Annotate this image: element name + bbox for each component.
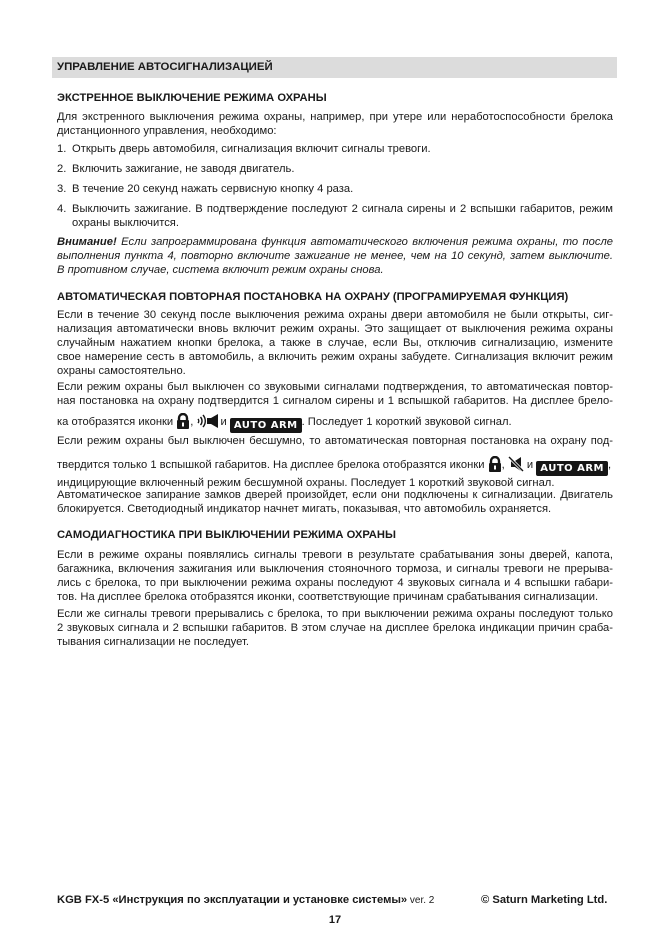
list-item-step-4 <box>57 203 613 231</box>
list-text: охраны выключится. <box>72 216 179 229</box>
text-line: багажника, включения зажигания или выключения стояночного тормоза, и сигналы тревоги не прерыва- <box>57 562 613 575</box>
text-line: 2 звуковых сигнала и 2 вспышки габаритов. В этом случае на дисплее брелока индикации причин сраба- <box>57 621 613 634</box>
text-line: нализация автоматически вновь включит режим охраны. Это защищает от выключения режима охраны <box>57 322 613 335</box>
s2-paragraph-2 <box>57 381 613 409</box>
text-line: тов. На дисплее брелока отобразятся иконки, соответствующие причинам срабатывания сигнализации. <box>57 590 599 603</box>
list-number: 3. <box>57 183 67 195</box>
text-segment: . Последует 1 короткий звуковой сигнал. <box>301 416 512 428</box>
text-line: Если же сигналы тревоги прерывались с брелока, то при выключении режима охраны последуют только <box>57 608 613 620</box>
text-line: Если в течение 30 секунд после выключения режима охраны двери автомобиля не были открыты, сиг- <box>57 309 613 321</box>
text-line: В противном случае, система включит режим охраны снова. <box>57 263 384 276</box>
s2-paragraph-1 <box>57 309 613 379</box>
text-line: лись с брелока, то при выключении режима охраны последуют 4 звуковых сигнала и 4 вспышки габари- <box>57 576 613 589</box>
list-number: 2. <box>57 163 67 175</box>
text-line: Для экстренного выключения режима охраны, например, при утере или неработоспособности брелока <box>57 111 613 123</box>
list-item-step-1 <box>57 143 613 157</box>
text-segment: , <box>501 459 508 471</box>
auto-arm-icon: AUTO ARM <box>230 418 302 433</box>
text-line: тывания сигнализации не последует. <box>57 635 249 648</box>
footer-copyright: © Saturn Marketing Ltd. <box>481 894 608 906</box>
text-line: индицирующие включенный режим бесшумной охраны. Последует 1 короткий звуковой сигнал. <box>57 476 555 489</box>
text-line: Если в режиме охраны появлялись сигналы тревоги в результате срабатывания зоны дверей, капота, <box>57 549 613 561</box>
s2-paragraph-4 <box>57 489 613 517</box>
text-line: ная постановка на охрану подтвердится 1 сигналом сирены и 1 вспышкой габаритов. На дисплее брело- <box>57 394 613 407</box>
text-segment: , <box>190 416 197 428</box>
lock-icon <box>176 413 190 434</box>
list-item-step-2 <box>57 163 613 177</box>
s1-intro-paragraph <box>57 111 613 139</box>
footer-title <box>57 893 434 908</box>
list-number: 4. <box>57 203 67 215</box>
lock-icon <box>488 456 502 477</box>
text-line: охраны самостоятельно. <box>57 364 186 377</box>
auto-arm-icon: AUTO ARM <box>536 461 608 476</box>
text-line: Если режим охраны был выключен бесшумно, то автоматическая повторная постановка на охрану под- <box>57 435 613 447</box>
attention-note <box>57 236 613 278</box>
heading-self-diagnostics: САМОДИАГНОСТИКА ПРИ ВЫКЛЮЧЕНИИ РЕЖИМА ОХРАНЫ <box>57 529 396 541</box>
note-label: Внимание! <box>57 236 117 248</box>
text-line: свое намерение сесть в автомобиль, а включить режим охраны забудете. Сигнализация включит режим <box>57 350 613 363</box>
text-line: дистанционного управления, необходимо: <box>57 124 277 137</box>
list-text: Выключить зажигание. В подтверждение последуют 2 сигнала сирены и 2 вспышки габаритов, режим <box>72 203 613 215</box>
text-segment: , <box>608 459 612 471</box>
footer-version: ver. 2 <box>407 895 435 906</box>
list-text: Открыть дверь автомобиля, сигнализация включит сигналы тревоги. <box>72 143 431 155</box>
s3-paragraph-2 <box>57 608 613 650</box>
s2-paragraph-3-icons-line <box>57 456 613 491</box>
heading-emergency-disarm: ЭКСТРЕННОЕ ВЫКЛЮЧЕНИЕ РЕЖИМА ОХРАНЫ <box>57 92 327 104</box>
text-segment: твердится только 1 вспышкой габаритов. На дисплее брелока отобразятся иконки <box>57 459 488 471</box>
siren-muted-icon <box>508 456 524 477</box>
page-number: 17 <box>328 914 342 926</box>
s3-paragraph-1 <box>57 549 613 605</box>
s2-paragraph-2-icons-line <box>57 413 613 434</box>
text-line: случайным нажатием кнопки брелока, а также в случае, если Вы, отключив сигнализацию, измените <box>57 336 613 349</box>
text-segment: ка отобразятся иконки <box>57 416 177 428</box>
s2-paragraph-3 <box>57 435 613 449</box>
siren-sound-icon <box>196 413 220 434</box>
footer-doc-title: KGB FX-5 «Инструкция по эксплуатации и установке системы» <box>57 894 408 906</box>
text-line: блокируется. Светодиодный индикатор начнет мигать, показывая, что автомобиль охраняется. <box>57 502 552 515</box>
list-number: 1. <box>57 143 67 155</box>
list-item-step-3 <box>57 183 613 197</box>
note-text: Если запрограммирована функция автоматического включения режима охраны, то после <box>116 236 613 248</box>
list-text: В течение 20 секунд нажать сервисную кнопку 4 раза. <box>72 183 354 195</box>
text-segment: и <box>523 459 537 471</box>
section-header: УПРАВЛЕНИЕ АВТОСИГНАЛИЗАЦИЕЙ <box>52 57 617 78</box>
text-line: выполнения пункта 4, повторно включите зажигание не менее, чем на 10 секунд, затем выключите. <box>57 249 613 262</box>
text-line: Автоматическое запирание замков дверей произойдет, если они подключены к сигнализации. Двигатель <box>57 489 613 501</box>
text-line: Если режим охраны был выключен со звуковыми сигналами подтверждения, то автоматическая повтор- <box>57 381 613 393</box>
text-segment: и <box>220 416 230 428</box>
heading-auto-rearm: АВТОМАТИЧЕСКАЯ ПОВТОРНАЯ ПОСТАНОВКА НА ОХРАНУ (ПРОГРАМИРУЕМАЯ ФУНКЦИЯ) <box>57 291 569 303</box>
list-text: Включить зажигание, не заводя двигатель. <box>72 163 295 175</box>
